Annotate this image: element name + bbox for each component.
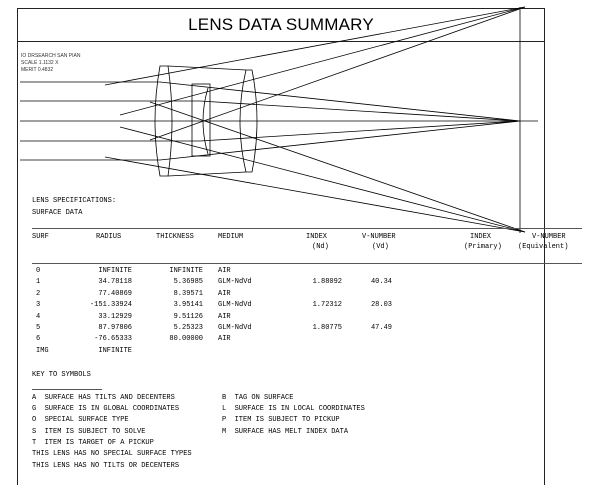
table-cell-vnum: 28.03 xyxy=(370,301,392,310)
table-cell-radius: -76.65333 xyxy=(94,335,132,344)
table-cell-surf: 4 xyxy=(36,312,41,321)
table-cell-surf: 3 xyxy=(36,301,41,310)
key-item: B TAG ON SURFACE xyxy=(222,394,294,402)
table-cell-thickness: 3.95141 xyxy=(173,301,203,310)
table-cell-medium: GLM-NdVd xyxy=(218,301,252,310)
table-cell-radius: INFINITE xyxy=(98,267,132,275)
col-vnumber2-header: V-NUMBER xyxy=(532,233,566,241)
col-radius-header: RADIUS xyxy=(96,233,122,241)
col-vnumber-sub: (Vd) xyxy=(372,243,389,251)
key-heading: KEY TO SYMBOLS xyxy=(32,371,91,379)
ray xyxy=(150,7,525,140)
specs-subheading: SURFACE DATA xyxy=(32,209,83,217)
ray xyxy=(120,7,525,115)
key-item: L SURFACE IS IN LOCAL COORDINATES xyxy=(222,405,365,414)
table-cell-surf: 6 xyxy=(36,335,41,344)
col-surf-header: SURF xyxy=(32,233,49,241)
col-medium-header: MEDIUM xyxy=(218,233,244,241)
table-cell-medium: GLM-NdVd xyxy=(218,324,252,332)
key-item: M SURFACE HAS MELT INDEX DATA xyxy=(222,427,349,436)
table-cell-thickness: 9.51126 xyxy=(173,312,203,321)
col-index-sub: (Nd) xyxy=(312,243,329,251)
table-cell-index: 1.80775 xyxy=(312,324,342,332)
table-cell-radius: -151.33924 xyxy=(89,301,132,310)
table-cell-thickness: 5.36985 xyxy=(173,278,203,287)
table-cell-radius: 77.40869 xyxy=(98,289,132,298)
meta-line-3: MERIT 0.4832 xyxy=(21,67,54,73)
table-cell-medium: AIR xyxy=(218,335,231,344)
table-cell-medium: AIR xyxy=(218,312,231,321)
ray xyxy=(168,66,246,70)
key-item: O SPECIAL SURFACE TYPE xyxy=(32,416,129,425)
col-index2-header: INDEX xyxy=(470,233,492,241)
table-cell-medium: GLM-NdVd xyxy=(218,278,252,287)
table-cell-thickness: 8.39571 xyxy=(173,289,203,298)
key-note-1: THIS LENS HAS NO SPECIAL SURFACE TYPES xyxy=(32,450,192,458)
key-item: P ITEM IS SUBJECT TO PICKUP xyxy=(222,416,340,425)
col-index-header: INDEX xyxy=(306,233,328,241)
table-cell-radius: 33.12929 xyxy=(98,312,132,321)
table-cell-surf: 5 xyxy=(36,324,41,332)
table-cell-radius: 34.78118 xyxy=(98,278,132,287)
table-cell-thickness: 80.00000 xyxy=(169,335,203,344)
table-cell-surf: 0 xyxy=(36,267,41,275)
specs-heading: LENS SPECIFICATIONS: xyxy=(32,197,117,205)
col-vnumber-header: V-NUMBER xyxy=(362,233,396,241)
table-cell-radius: INFINITE xyxy=(98,346,132,355)
col-vnumber2-sub: (Equivalent) xyxy=(518,243,569,251)
ray xyxy=(105,157,525,232)
table-cell-surf: 2 xyxy=(36,289,41,298)
table-top-rule xyxy=(32,228,582,229)
col-thickness-header: THICKNESS xyxy=(156,233,194,241)
key-item: T ITEM IS TARGET OF A PICKUP xyxy=(32,438,154,447)
col-index2-sub: (Primary) xyxy=(464,243,502,251)
table-cell-vnum: 47.49 xyxy=(370,324,392,332)
key-item: G SURFACE IS IN GLOBAL COORDINATES xyxy=(32,405,180,414)
table-cell-radius: 87.97806 xyxy=(98,324,132,332)
table-cell-thickness: 5.25323 xyxy=(173,324,203,332)
key-item: A SURFACE HAS TILTS AND DECENTERS xyxy=(32,394,175,402)
table-cell-medium: AIR xyxy=(218,289,231,298)
meta-line-1: IO DRSEARCH SAN PIAN xyxy=(21,53,81,59)
table-cell-index: 1.72312 xyxy=(312,301,342,310)
page-title: LENS DATA SUMMARY xyxy=(188,14,374,34)
key-note-2: THIS LENS HAS NO TILTS OR DECENTERS xyxy=(32,462,180,470)
table-cell-medium: AIR xyxy=(218,267,231,275)
ray xyxy=(150,102,525,232)
table-cell-surf: 1 xyxy=(36,278,41,287)
table-cell-thickness: INFINITE xyxy=(169,267,203,275)
table-cell-index: 1.88092 xyxy=(312,278,342,287)
key-item: S ITEM IS SUBJECT TO SOLVE xyxy=(32,427,146,436)
ray xyxy=(105,7,525,85)
meta-line-2: SCALE 1.1132 X xyxy=(21,60,59,66)
key-rule xyxy=(32,389,102,390)
table-header-rule xyxy=(32,263,582,264)
table-cell-vnum: 40.34 xyxy=(370,278,392,287)
table-cell-surf: IMG xyxy=(36,346,49,355)
